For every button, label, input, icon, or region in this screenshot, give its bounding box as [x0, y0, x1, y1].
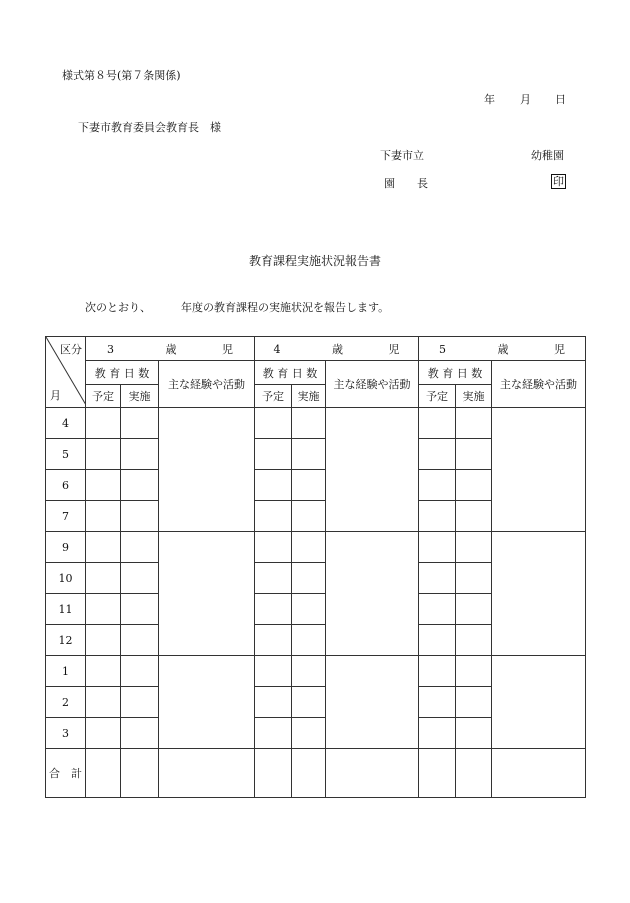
actual-days-cell[interactable]: [121, 532, 159, 563]
intro-part1: 次のとおり、: [85, 301, 151, 314]
total-actual-cell[interactable]: [456, 749, 492, 798]
planned-days-cell[interactable]: [86, 439, 121, 470]
actual-days-cell[interactable]: [456, 687, 492, 718]
actual-days-cell[interactable]: [121, 687, 159, 718]
activities-cell[interactable]: [492, 408, 586, 532]
actual-days-cell[interactable]: [292, 656, 326, 687]
activities-cell[interactable]: [492, 532, 586, 656]
planned-days-cell[interactable]: [419, 470, 456, 501]
age-header-4: [255, 337, 419, 361]
actual-header: 実施: [456, 385, 492, 408]
planned-days-cell[interactable]: [419, 439, 456, 470]
age-sai: 歳: [332, 342, 344, 356]
activities-header: 主な経験や活動: [326, 361, 419, 408]
actual-days-cell[interactable]: [456, 408, 492, 439]
month-row: [46, 532, 586, 563]
age-num: 4: [273, 342, 281, 356]
days-header: 教 育 日 数: [255, 361, 326, 385]
activities-cell[interactable]: [159, 532, 255, 656]
actual-days-cell[interactable]: [292, 501, 326, 532]
month-label: 3: [46, 718, 86, 749]
planned-days-cell[interactable]: [86, 656, 121, 687]
corner-month-label: 月: [50, 389, 61, 402]
actual-days-cell[interactable]: [121, 470, 159, 501]
month-label: 12: [46, 625, 86, 656]
total-actual-cell[interactable]: [292, 749, 326, 798]
planned-days-cell[interactable]: [86, 625, 121, 656]
actual-days-cell[interactable]: [292, 594, 326, 625]
total-activities-cell[interactable]: [492, 749, 586, 798]
corner-cell: [46, 337, 86, 408]
month-label: 11: [46, 594, 86, 625]
age-ji: 児: [222, 342, 233, 356]
month-label: 2: [46, 687, 86, 718]
actual-days-cell[interactable]: [456, 439, 492, 470]
date-year-label: 年: [484, 93, 495, 106]
actual-header: 実施: [121, 385, 159, 408]
planned-days-cell[interactable]: [86, 501, 121, 532]
actual-days-cell[interactable]: [292, 408, 326, 439]
school-city: 下妻市立: [380, 149, 424, 162]
month-label: 7: [46, 501, 86, 532]
age-ji: 児: [554, 342, 566, 356]
total-row: [46, 749, 586, 798]
actual-header: 実施: [292, 385, 326, 408]
planned-header: 予定: [419, 385, 456, 408]
month-label: 1: [46, 656, 86, 687]
actual-days-cell[interactable]: [456, 718, 492, 749]
planned-days-cell[interactable]: [86, 470, 121, 501]
planned-days-cell[interactable]: [419, 625, 456, 656]
planned-days-cell[interactable]: [86, 594, 121, 625]
activities-cell[interactable]: [326, 532, 419, 656]
actual-days-cell[interactable]: [121, 625, 159, 656]
actual-days-cell[interactable]: [456, 656, 492, 687]
planned-days-cell[interactable]: [419, 532, 456, 563]
planned-days-cell[interactable]: [419, 687, 456, 718]
planned-days-cell[interactable]: [419, 594, 456, 625]
actual-days-cell[interactable]: [456, 625, 492, 656]
actual-days-cell[interactable]: [292, 563, 326, 594]
planned-days-cell[interactable]: [255, 656, 292, 687]
principal-label: 園 長: [384, 177, 428, 190]
actual-days-cell[interactable]: [121, 563, 159, 594]
planned-days-cell[interactable]: [419, 718, 456, 749]
age-sai: 歳: [497, 342, 509, 356]
actual-days-cell[interactable]: [121, 656, 159, 687]
intro-part2: 年度の教育課程の実施状況を報告します。: [181, 301, 390, 314]
age-header-5: [419, 337, 586, 361]
date-day-label: 日: [555, 93, 566, 106]
actual-days-cell[interactable]: [292, 532, 326, 563]
planned-days-cell[interactable]: [255, 594, 292, 625]
age-sai: 歳: [165, 342, 177, 356]
month-label: 5: [46, 439, 86, 470]
corner-category-label: 区分: [60, 343, 82, 356]
planned-days-cell[interactable]: [255, 408, 292, 439]
planned-days-cell[interactable]: [255, 687, 292, 718]
planned-days-cell[interactable]: [86, 687, 121, 718]
month-label: 10: [46, 563, 86, 594]
actual-days-cell[interactable]: [292, 718, 326, 749]
actual-days-cell[interactable]: [456, 532, 492, 563]
activities-cell[interactable]: [326, 408, 419, 532]
activities-header: 主な経験や活動: [492, 361, 586, 408]
total-actual-cell[interactable]: [121, 749, 159, 798]
activities-header: 主な経験や活動: [159, 361, 255, 408]
age-ji: 児: [388, 342, 400, 356]
age-num: 3: [107, 342, 114, 356]
planned-days-cell[interactable]: [255, 470, 292, 501]
planned-days-cell[interactable]: [255, 563, 292, 594]
planned-days-cell[interactable]: [86, 718, 121, 749]
actual-days-cell[interactable]: [292, 439, 326, 470]
planned-days-cell[interactable]: [86, 408, 121, 439]
actual-days-cell[interactable]: [292, 687, 326, 718]
planned-days-cell[interactable]: [255, 718, 292, 749]
addressee: 下妻市教育委員会教育長 様: [78, 121, 221, 134]
planned-days-cell[interactable]: [419, 656, 456, 687]
document-title: 教育課程実施状況報告書: [249, 254, 382, 268]
actual-days-cell[interactable]: [121, 501, 159, 532]
planned-days-cell[interactable]: [255, 625, 292, 656]
planned-days-cell[interactable]: [255, 501, 292, 532]
actual-days-cell[interactable]: [456, 563, 492, 594]
planned-days-cell[interactable]: [255, 532, 292, 563]
report-table: [45, 336, 586, 798]
total-planned-cell[interactable]: [86, 749, 121, 798]
planned-days-cell[interactable]: [86, 532, 121, 563]
planned-days-cell[interactable]: [255, 439, 292, 470]
activities-cell[interactable]: [326, 656, 419, 749]
actual-days-cell[interactable]: [292, 470, 326, 501]
total-planned-cell[interactable]: [419, 749, 456, 798]
actual-days-cell[interactable]: [456, 594, 492, 625]
actual-days-cell[interactable]: [121, 408, 159, 439]
month-label: 4: [46, 408, 86, 439]
age-header-3: [86, 337, 255, 361]
seal-mark: [551, 174, 566, 189]
activities-cell[interactable]: [159, 408, 255, 532]
month-row: [46, 656, 586, 687]
days-header: 教 育 日 数: [86, 361, 159, 385]
planned-header: 予定: [86, 385, 121, 408]
total-activities-cell[interactable]: [159, 749, 255, 798]
actual-days-cell[interactable]: [121, 718, 159, 749]
planned-header: 予定: [255, 385, 292, 408]
school-type: 幼稚園: [531, 149, 564, 162]
seal-text: 印: [553, 175, 564, 188]
planned-days-cell[interactable]: [419, 501, 456, 532]
planned-days-cell[interactable]: [419, 408, 456, 439]
month-row: [46, 408, 586, 439]
form-number: 様式第８号(第７条関係): [62, 69, 181, 82]
actual-days-cell[interactable]: [456, 501, 492, 532]
actual-days-cell[interactable]: [456, 470, 492, 501]
total-activities-cell[interactable]: [326, 749, 419, 798]
planned-days-cell[interactable]: [419, 563, 456, 594]
actual-days-cell[interactable]: [121, 439, 159, 470]
activities-cell[interactable]: [159, 656, 255, 749]
date-month-label: 月: [520, 93, 531, 106]
month-label: 9: [46, 532, 86, 563]
activities-cell[interactable]: [492, 656, 586, 749]
actual-days-cell[interactable]: [292, 625, 326, 656]
actual-days-cell[interactable]: [121, 594, 159, 625]
age-num: 5: [439, 342, 447, 356]
days-header: 教 育 日 数: [419, 361, 492, 385]
total-label: 合 計: [46, 749, 86, 798]
month-label: 6: [46, 470, 86, 501]
planned-days-cell[interactable]: [86, 563, 121, 594]
total-planned-cell[interactable]: [255, 749, 292, 798]
